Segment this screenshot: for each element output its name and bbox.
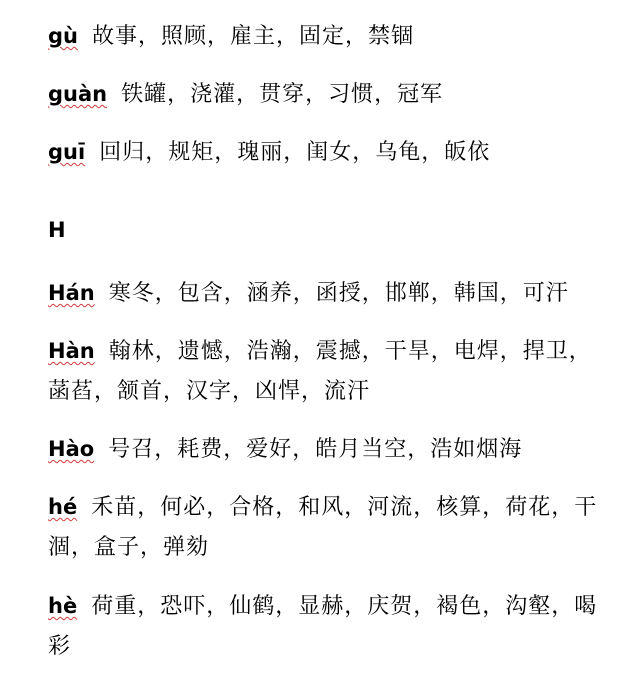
pinyin-label: hè: [48, 594, 78, 618]
pinyin-entry-he4: [48, 586, 608, 667]
word-list: 禾苗，何必，合格，和风，河流，核算，荷花，干涸，盒子，弹劾: [48, 495, 598, 560]
word-list: 寒冬，包含，涵养，函授，邯郸，韩国，可汗: [108, 281, 569, 306]
section-heading: H: [48, 218, 66, 242]
pinyin-label: Hào: [48, 437, 95, 461]
pinyin-entry-guan: [48, 74, 608, 115]
pinyin-label: hé: [48, 495, 78, 519]
pinyin-label: guī: [48, 140, 86, 164]
word-list: 号召，耗费，爱好，皓月当空，浩如烟海: [108, 437, 523, 462]
pinyin-label: Hán: [48, 281, 95, 305]
pinyin-label: guàn: [48, 82, 108, 106]
pinyin-entry-han4: [48, 331, 608, 412]
pinyin-entry-gu: [48, 16, 608, 57]
word-list: 铁罐，浇灌，贯穿，习惯，冠军: [121, 82, 444, 107]
word-list: 故事，照顾，雇主，固定，禁锢: [91, 24, 414, 49]
word-list: 荷重，恐吓，仙鹤，显赫，庆贺，褐色，沟壑，喝彩: [48, 594, 598, 659]
word-list: 回归，规矩，瑰丽，闺女，乌龟，皈依: [99, 140, 491, 165]
pinyin-entry-hao: [48, 429, 608, 470]
word-list: 翰林，遗憾，浩瀚，震撼，干旱，电焊，捍卫，菡萏，颔首，汉字，凶悍，流汗: [48, 339, 592, 404]
pinyin-entry-gui: [48, 132, 608, 173]
pinyin-label: Hàn: [48, 339, 95, 363]
pinyin-entry-he2: [48, 487, 608, 568]
pinyin-entry-han2: [48, 273, 608, 314]
pinyin-label: gù: [48, 24, 78, 48]
